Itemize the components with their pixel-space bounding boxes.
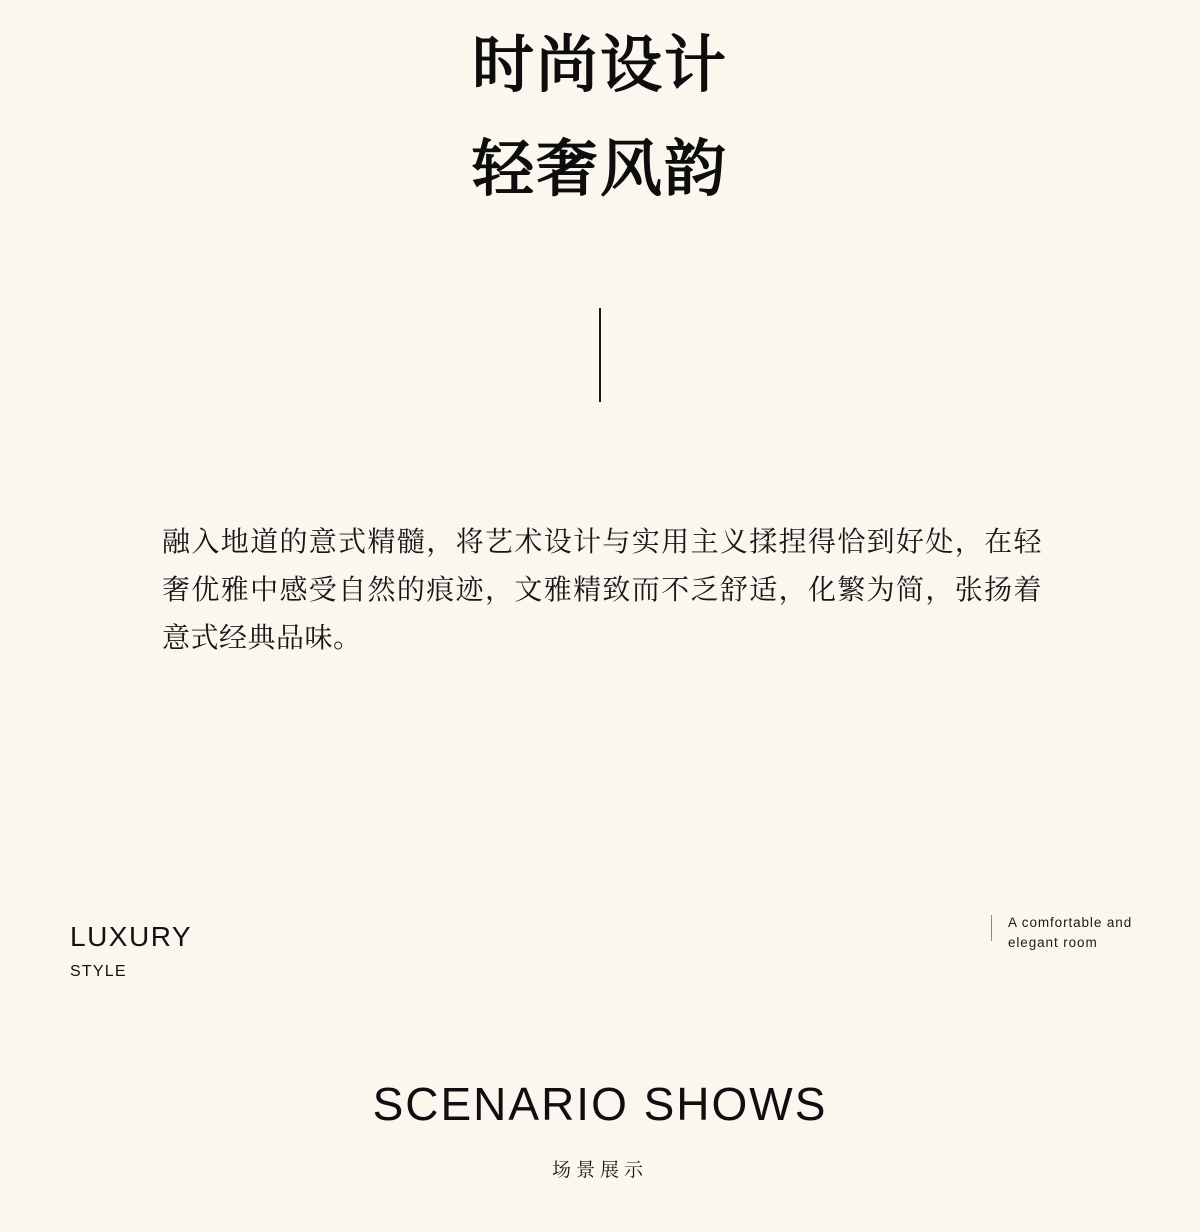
- right-caption-block: [991, 913, 1144, 952]
- luxury-style-mark: [70, 922, 192, 981]
- vertical-divider-icon: [599, 308, 601, 402]
- style-label: STYLE: [70, 962, 127, 980]
- section-title: SCENARIO SHOWS: [372, 1078, 828, 1130]
- headline-line-2: 轻奢风韵: [471, 135, 728, 205]
- section-subtitle: 场景展示: [551, 1160, 648, 1181]
- headline-block: [0, 18, 1200, 218]
- headline-line-1: 时尚设计: [471, 31, 728, 100]
- body-paragraph: 融入地道的意式精髓，将艺术设计与实用主义揉捏得恰到好处，在轻奢优雅中感受自然的痕迹，文雅精致而不乏舒适，化繁为简，张扬着意式经典品味。: [162, 526, 1042, 654]
- luxury-label: LUXURY: [70, 921, 193, 952]
- caption-text: A comfortable and elegant room: [1008, 915, 1133, 950]
- caption-rule-icon: [991, 915, 992, 941]
